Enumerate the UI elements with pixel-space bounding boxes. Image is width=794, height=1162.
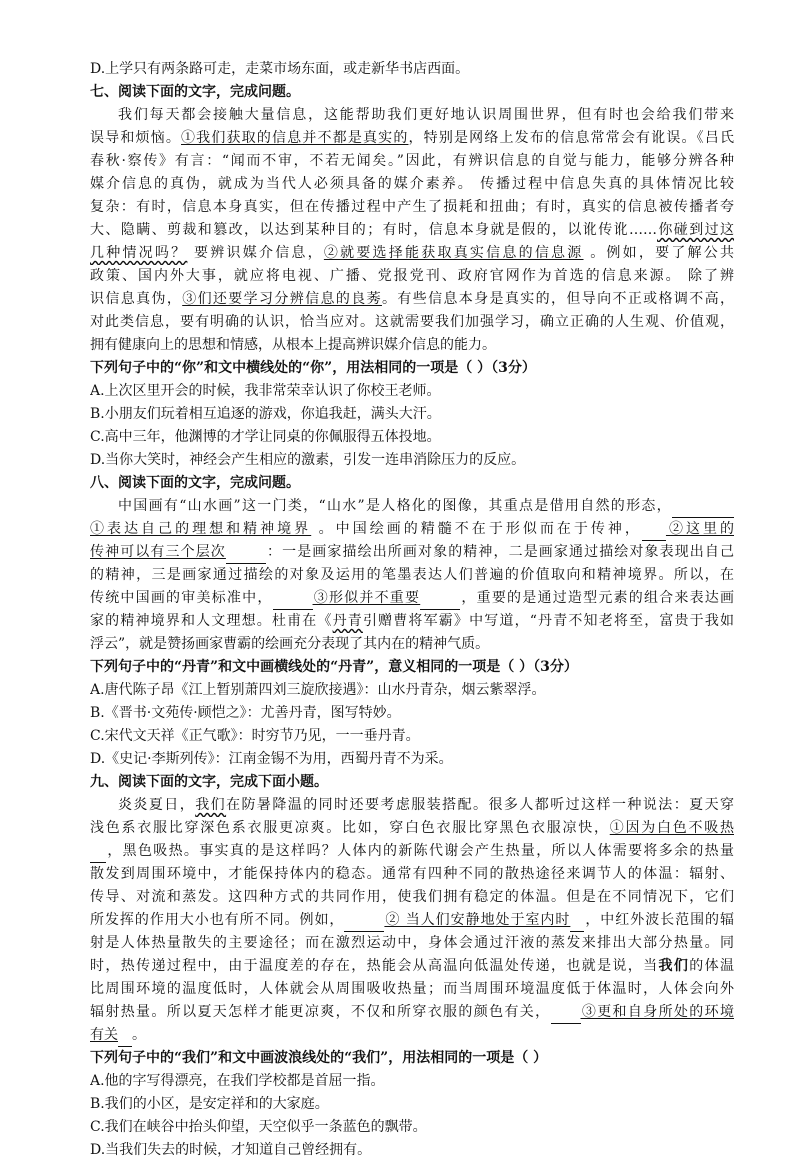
text-span: 的体温 bbox=[689, 958, 734, 974]
text-line bbox=[90, 1024, 734, 1047]
text-line bbox=[90, 725, 734, 748]
text-line bbox=[90, 564, 734, 587]
text-span: 中国画有“山水画”这一门类，“山水”是人格化的图像，其重点是借用自然的形态， bbox=[118, 498, 672, 514]
fill-in-blank bbox=[642, 523, 666, 541]
text-span: ，重要的是通过造型元素的组合来表达画 bbox=[460, 590, 734, 606]
text-span: B.小朋友们玩着相互追逐的游戏，你追我赶，满头大汗。 bbox=[90, 406, 441, 422]
text-span: 复杂：有时，信息本身真实，但在传播过程中产生了损耗和扭曲；有时，真实的信息被传播者夸 bbox=[90, 199, 734, 215]
text-span: 时，热传递过程中，由于温度差的存在，热能会从高温向低温处传递，也就是说，当 bbox=[90, 958, 659, 974]
text-span: 。中国绘画的精髓不在于形似而在于传神， bbox=[311, 521, 642, 537]
wavy-underlined-text: 丹青 bbox=[332, 613, 363, 629]
text-line bbox=[90, 702, 734, 725]
text-line bbox=[90, 541, 734, 564]
text-span: ，特别是网络上发布的信息常常会有讹误。《吕氏 bbox=[408, 130, 734, 146]
underlined-text: ③们还要学习分辨信息的良莠 bbox=[182, 291, 382, 307]
text-line bbox=[90, 587, 734, 610]
fill-in-blank bbox=[570, 914, 584, 932]
text-line bbox=[90, 1139, 734, 1162]
text-line bbox=[90, 610, 734, 633]
text-span: C.我们在峡谷中抬头仰望，天空似乎一条蓝色的飘带。 bbox=[90, 1119, 427, 1135]
text-line bbox=[90, 1047, 734, 1070]
underlined-text: ①我们获取的信息并不都是真实的 bbox=[181, 130, 409, 146]
text-span: 传导、对流和蒸发。这四种方式的共同作用，使我们拥有稳定的体温。但是在不同情况下，它们 bbox=[90, 889, 734, 905]
text-span: 家的精神境界和人文理想。杜甫在《 bbox=[90, 613, 333, 629]
text-span: A.上次区里开会的时候，我非常荣幸认识了你校王老师。 bbox=[90, 383, 441, 399]
text-line bbox=[90, 771, 734, 794]
text-line bbox=[90, 794, 734, 817]
text-line bbox=[90, 219, 734, 242]
text-span: 八、阅读下面的文字，完成问题。 bbox=[90, 475, 300, 491]
underlined-text: ②就要选择能获取真实信息的信息源 bbox=[323, 245, 584, 261]
text-span: 比周围环境的温度低时，人体就会从周围吸收热量；而当周围环境温度低于体温时，人体会向外 bbox=[90, 981, 734, 997]
text-span: 媒介信息的真伪，就成为当代人必须具备的媒介素养。 传播过程中信息失真的具体情况比较 bbox=[90, 176, 734, 192]
text-line bbox=[90, 150, 734, 173]
document-page bbox=[90, 58, 734, 1162]
text-line bbox=[90, 518, 734, 541]
text-line bbox=[90, 104, 734, 127]
text-line bbox=[90, 288, 734, 311]
text-span: 散发到周围环境中，才能保持体内的稳态。通常有四种不同的散热途径来调节人的体温：辐射、 bbox=[90, 866, 734, 882]
text-line bbox=[90, 242, 734, 265]
text-span: 政策、国内外大事，就应将电视、广播、党报党刊、政府官网作为首选的信息来源。 除了辨 bbox=[90, 268, 734, 284]
text-line bbox=[90, 127, 734, 150]
fill-in-blank bbox=[273, 592, 313, 610]
text-line bbox=[90, 334, 734, 357]
text-span: C.高中三年，他渊博的才学让同桌的你佩服得五体投地。 bbox=[90, 429, 441, 445]
text-span: 要辨识媒介信息， bbox=[187, 245, 324, 261]
text-span: 传统中国画的审美标准中， bbox=[90, 590, 273, 606]
text-line bbox=[90, 748, 734, 771]
text-span: 下列句子中的“丹青”和文中画横线处的“丹青”，意义相同的一项是（ ）（3分） bbox=[90, 659, 578, 675]
text-line bbox=[90, 679, 734, 702]
text-line bbox=[90, 1093, 734, 1116]
wavy-underlined-text: 你碰到过这 bbox=[657, 222, 734, 238]
text-span: 。例如，要了解公共 bbox=[583, 245, 734, 261]
text-line bbox=[90, 196, 734, 219]
text-span: 识信息真伪， bbox=[90, 291, 183, 307]
text-span: 对此类信息，要有明确的认识，恰当应对。这就需要我们加强学习，确立正确的人生观、价值观， bbox=[90, 314, 734, 330]
text-span: 。 bbox=[132, 1027, 146, 1043]
text-line bbox=[90, 472, 734, 495]
underlined-text: ③形似并不重要 bbox=[312, 590, 421, 606]
text-span: 误导和烦恼。 bbox=[90, 130, 181, 146]
text-span: 下列句子中的“你”和文中横线处的“你”，用法相同的一项是（ ）（3分） bbox=[90, 360, 536, 376]
text-line bbox=[90, 357, 734, 380]
text-span: 引赠曹将军霸》中写道，“丹青不知老将至，富贵于我如 bbox=[362, 613, 734, 629]
text-line bbox=[90, 403, 734, 426]
fill-in-blank bbox=[344, 914, 384, 932]
text-span: D.《史记·李斯列传》：江南金锡不为用，西蜀丹青不为采。 bbox=[90, 751, 453, 767]
text-line bbox=[90, 909, 734, 932]
text-span: 下列句子中的“我们”和文中画波浪线处的“我们”，用法相同的一项是（ ） bbox=[90, 1050, 548, 1066]
fill-in-blank bbox=[420, 592, 460, 610]
text-line bbox=[90, 173, 734, 196]
text-line bbox=[90, 311, 734, 334]
underlined-text: 有关 bbox=[90, 1027, 118, 1043]
text-span: ，中红外波长范围的辐 bbox=[584, 912, 734, 928]
text-line bbox=[90, 932, 734, 955]
text-line bbox=[90, 817, 734, 840]
text-span: 在防暑降温的同时还要考虑服装搭配。很多人都听过这样一种说法：夏天穿 bbox=[226, 797, 734, 813]
fill-in-blank bbox=[551, 1006, 581, 1024]
text-span: B.《晋书·文苑传·顾恺之》：尤善丹青，图写特妙。 bbox=[90, 705, 401, 721]
underlined-text: 传神可以有三个层次 bbox=[90, 544, 226, 560]
wavy-underlined-text: 几种情况吗？ bbox=[90, 245, 188, 261]
text-line bbox=[90, 426, 734, 449]
underlined-text: ①因为白色不吸热 bbox=[609, 820, 734, 836]
text-line bbox=[90, 955, 734, 978]
text-span: 我们每天都会接触大量信息，这能帮助我们更好地认识周围世界，但有时也会给我们带来 bbox=[118, 107, 734, 123]
underlined-text: ②这里的 bbox=[665, 521, 734, 537]
fill-in-blank bbox=[226, 546, 266, 564]
text-line bbox=[90, 978, 734, 1001]
text-line bbox=[90, 380, 734, 403]
underlined-text: ③更和自身所处的环境 bbox=[580, 1004, 734, 1020]
text-span: 所发挥的作用大小也有所不同。例如， bbox=[90, 912, 345, 928]
text-span: A.唐代陈子昂《江上暂别萧四刘三旋欣接遇》：山水丹青杂，烟云紫翠浮。 bbox=[90, 682, 546, 698]
text-span: A.他的字写得漂亮，在我们学校都是首屈一指。 bbox=[90, 1073, 385, 1089]
text-line bbox=[90, 656, 734, 679]
text-span: 春秋·察传》有言：“闻而不审，不若无闻矣。”因此，有辨识信息的自觉与能力，能够分辨各种 bbox=[90, 153, 734, 169]
text-line bbox=[90, 1070, 734, 1093]
text-span: 浅色系衣服比穿深色系衣服更凉爽。比如，穿白色衣服比穿黑色衣服凉快， bbox=[90, 820, 610, 836]
text-span: ：一是画家描绘出所画对象的精神，二是画家通过描绘对象表现出自己 bbox=[265, 544, 734, 560]
fill-in-blank bbox=[672, 500, 734, 518]
text-span: 浮云”，就是赞扬画家曹霸的绘画充分表现了其内在的精神气质。 bbox=[90, 636, 490, 652]
text-line bbox=[90, 265, 734, 288]
text-span: 射是人体热量散失的主要途径；而在激烈运动中，身体会通过汗液的蒸发来排出大部分热量。同 bbox=[90, 935, 734, 951]
underlined-text: ①表达自己的理想和精神境界 bbox=[90, 521, 312, 537]
text-line bbox=[90, 1001, 734, 1024]
text-span: 大、隐瞒、剪裁和篡改，以达到某种目的；有时，信息本身就是假的，以讹传讹…… bbox=[90, 222, 657, 238]
text-span: D.当你大笑时，神经会产生相应的激素，引发一连串消除压力的反应。 bbox=[90, 452, 526, 468]
fill-in-blank bbox=[118, 1029, 132, 1047]
underlined-text: ② 当人们安静地处于室内时 bbox=[384, 912, 571, 928]
text-line bbox=[90, 58, 734, 81]
text-line bbox=[90, 840, 734, 863]
text-span: 我们 bbox=[658, 958, 690, 974]
text-span: 辐射热量。所以夏天怎样才能更凉爽，不仅和所穿衣服的颜色有关， bbox=[90, 1004, 551, 1020]
text-span: 七、阅读下面的文字，完成问题。 bbox=[90, 84, 300, 100]
text-span: C.宋代文天祥《正气歌》：时穷节乃见，一一垂丹青。 bbox=[90, 728, 420, 744]
text-span: 拥有健康向上的思想和情感，从根本上提高辨识媒介信息的能力。 bbox=[90, 337, 496, 353]
text-line bbox=[90, 863, 734, 886]
text-line bbox=[90, 81, 734, 104]
fill-in-blank bbox=[90, 845, 106, 863]
text-span: ，黑色吸热。事实真的是这样吗？人体内的新陈代谢会产生热量，所以人体需要将多余的热量 bbox=[106, 843, 734, 859]
text-line bbox=[90, 449, 734, 472]
text-line bbox=[90, 886, 734, 909]
wavy-underlined-text: 我们 bbox=[195, 797, 227, 813]
text-line bbox=[90, 633, 734, 656]
text-span: 炎炎夏日， bbox=[118, 797, 196, 813]
text-line bbox=[90, 495, 734, 518]
text-span: D.上学只有两条路可走，走菜市场东面，或走新华书店西面。 bbox=[90, 61, 470, 77]
text-span: 九、阅读下面的文字，完成下面小题。 bbox=[90, 774, 328, 790]
text-span: B.我们的小区，是安定祥和的大家庭。 bbox=[90, 1096, 329, 1112]
text-line bbox=[90, 1116, 734, 1139]
text-span: D.当我们失去的时候，才知道自己曾经拥有。 bbox=[90, 1142, 372, 1158]
text-span: 。有些信息本身是真实的，但导向不正或格调不高， bbox=[381, 291, 734, 307]
text-span: 的精神，三是画家通过描绘的对象及运用的笔墨表达人们普遍的价值取向和精神境界。所以，在 bbox=[90, 567, 734, 583]
